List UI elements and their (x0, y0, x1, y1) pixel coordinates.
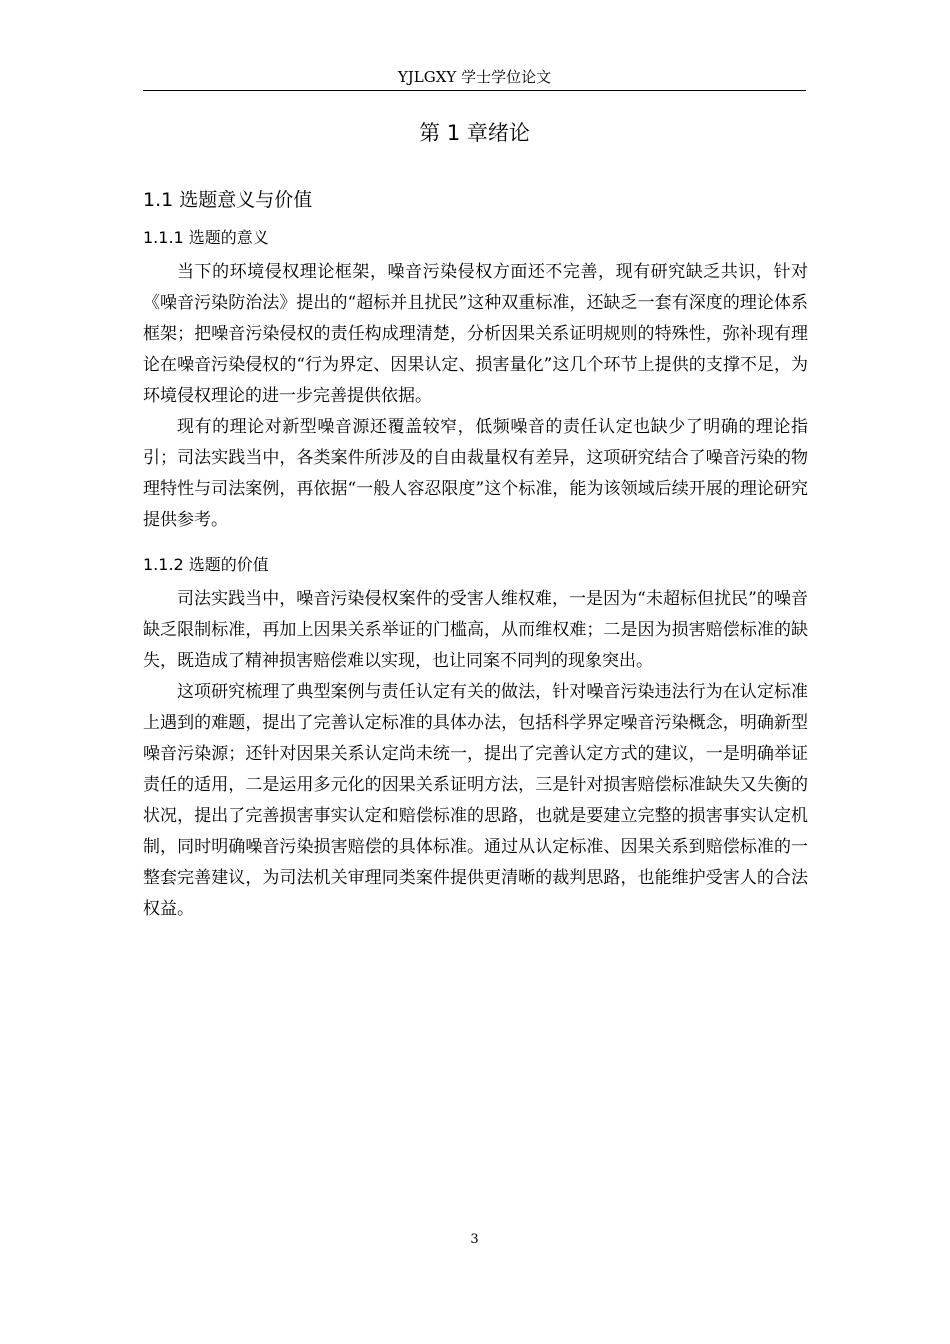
paragraph: 现有的理论对新型噪音源还覆盖较窄，低频噪音的责任认定也缺少了明确的理论指引；司法实践当中，各类案件所涉及的自由裁量权有差异，这项研究结合了噪音污染的物理特性与司法案例，再依据“一般人容忍限度”这个标准，能为该领域后续开展的理论研究提供参考。 (143, 417, 808, 530)
spacer (143, 536, 808, 552)
paragraph: 司法实践当中，噪音污染侵权案件的受害人维权难，一是因为“未超标但扰民”的噪音缺乏限制标准，再加上因果关系举证的门槛高，从而维权难；二是因为损害赔偿标准的缺失，既造成了精神损害赔偿难以实现，也让同案不同判的现象突出。 (143, 589, 808, 671)
subsection-title-meaning: 1.1.1 选题的意义 (143, 228, 269, 247)
paragraph: 这项研究梳理了典型案例与责任认定有关的做法，针对噪音污染违法行为在认定标准上遇到的难题，提出了完善认定标准的具体办法，包括科学界定噪音污染概念，明确新型噪音污染源；还针对因果关系认定尚未统一，提出了完善认定方式的建议，一是明确举证责任的适用，二是运用多元化的因果关系证明方法，三是针对损害赔偿标准缺失又失衡的状况，提出了完善损害事实认定和赔偿标准的思路，也就是要建立完整的损害事实认定机制，同时明确噪音污染损害赔偿的具体标准。通过从认定标准、因果关系到赔偿标准的一整套完善建议，为司法机关审理同类案件提供更清晰的裁判思路，也能维护受害人的合法权益。 (143, 682, 808, 919)
running-header: YJLGXY 学士学位论文 (397, 68, 552, 86)
subsection-title-value: 1.1.2 选题的价值 (143, 555, 269, 574)
header-rule (143, 90, 806, 91)
paragraph: 当下的环境侵权理论框架，噪音污染侵权方面还不完善，现有研究缺乏共识，针对《噪音污染防治法》提出的“超标并且扰民”这种双重标准，还缺乏一套有深度的理论体系框架；把噪音污染侵权的责任构成理清楚，分析因果关系证明规则的特殊性，弥补现有理论在噪音污染侵权的“行为界定、因果认定、损害量化”这几个环节上提供的支撑不足，为环境侵权理论的进一步完善提供依据。 (143, 262, 808, 406)
chapter-title: 第 1 章绪论 (419, 121, 530, 145)
page-body (143, 185, 808, 925)
page-number: 3 (470, 1232, 479, 1247)
section-title: 1.1 选题意义与价值 (143, 189, 313, 211)
